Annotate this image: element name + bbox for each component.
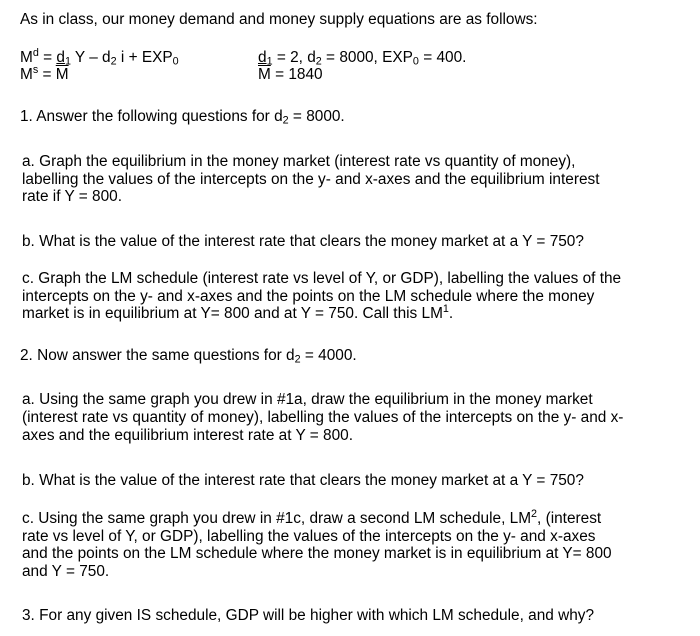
- question-2b: b. What is the value of the interest rate that clears the money market at a Y = 750?: [22, 472, 584, 489]
- question-1a-line-3: rate if Y = 800.: [22, 188, 122, 205]
- money-supply-equation: $M^s = \overline{M}$: [20, 64, 69, 83]
- question-2c-line-3: and the points on the LM schedule where the money market is in equilibrium at Y= 800: [22, 545, 612, 562]
- question-2-heading: 2. Now answer the same questions for $d_2 = 4000$.: [20, 347, 357, 366]
- question-2a-line-2: (interest rate vs quantity of money), labelling the values of the intercepts on the y- and x-: [22, 409, 624, 426]
- money-demand-equation: $M^d = d_1$ Y – $d_2$ $i + EXP_0$: [20, 47, 179, 68]
- question-1a-line-2: labelling the values of the intercepts on the y- and x-axes and the equilibrium interest: [22, 171, 600, 188]
- question-2a-line-3: axes and the equilibrium interest rate at Y = 800.: [22, 427, 353, 444]
- parameter-values: $d_1 = 2$, $d_2 = 8000$, $EXP_0 = 400$.: [258, 49, 467, 68]
- question-1b: b. What is the value of the interest rate that clears the money market at a Y = 750?: [22, 233, 584, 250]
- question-1a-line-1: a. Graph the equilibrium in the money market (interest rate vs quantity of money),: [22, 153, 576, 170]
- question-2c-line-2: rate vs level of Y, or GDP), labelling the values of the intercepts on the y- and x-axes: [22, 528, 596, 545]
- money-supply-value: $\overline{M} = 1840$: [258, 66, 323, 83]
- question-1c-line-2: intercepts on the y- and x-axes and the points on the LM schedule where the money: [22, 288, 595, 305]
- question-3: 3. For any given IS schedule, GDP will be higher with which LM schedule, and why?: [22, 607, 595, 624]
- question-2c-line-4: and Y = 750.: [22, 563, 110, 580]
- intro-text: As in class, our money demand and money supply equations are as follows:: [20, 11, 538, 28]
- question-1-heading: 1. Answer the following questions for $d_2 = 8000$.: [20, 108, 345, 127]
- question-1c-line-3: market is in equilibrium at Y= 800 and at Y = 750. Call this $LM^1$.: [22, 303, 454, 322]
- question-1c-line-1: c. Graph the LM schedule (interest rate vs level of Y, or GDP), labelling the values of the: [22, 270, 622, 287]
- question-2c-line-1: c. Using the same graph you drew in #1c, draw a second LM schedule, $LM^2$, (interest: [22, 508, 602, 527]
- question-2a-line-1: a. Using the same graph you drew in #1a, draw the equilibrium in the money market: [22, 391, 593, 408]
